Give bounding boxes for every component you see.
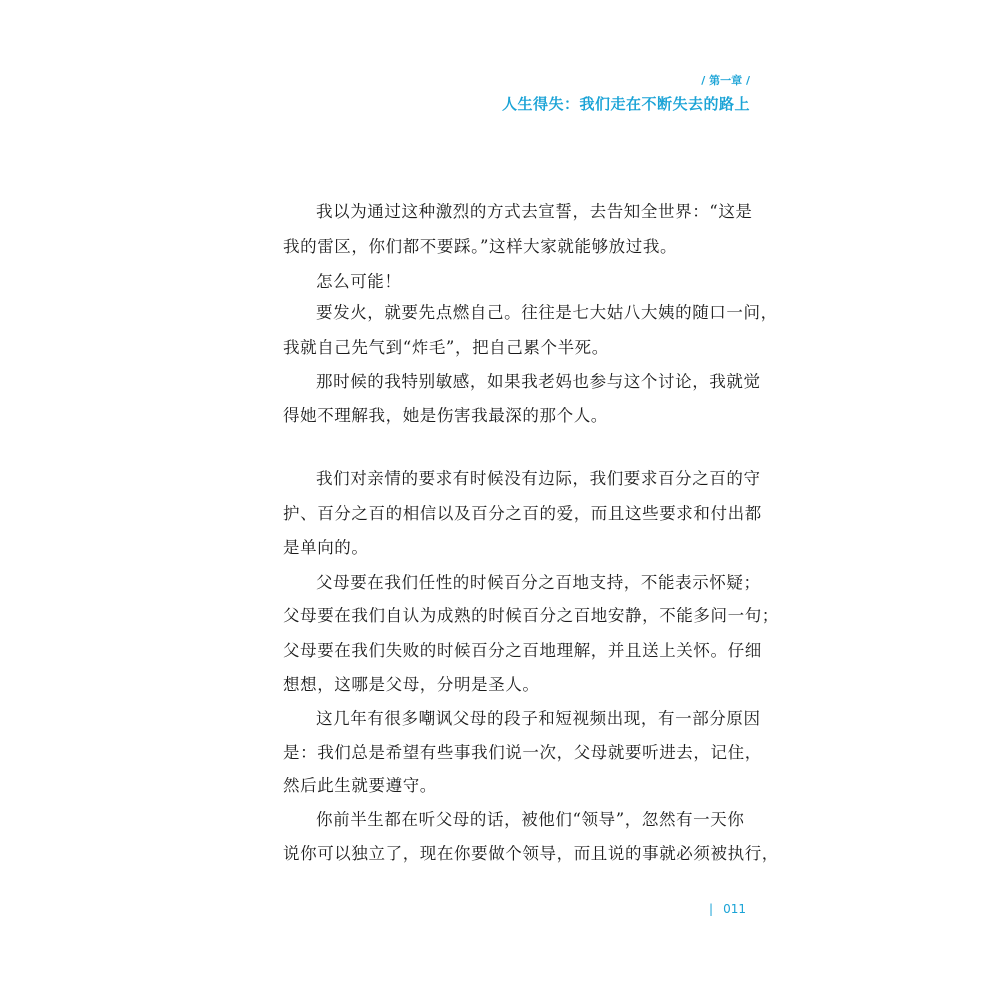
text-line: 我就自己先气到“炸毛”，把自己累个半死。 — [283, 338, 609, 357]
text-line: 想想，这哪是父母，分明是圣人。 — [283, 675, 540, 694]
text-line: 我们对亲情的要求有时候没有边际，我们要求百分之百的守 — [316, 469, 761, 488]
text-line: 我的雷区，你们都不要踩。”这样大家就能够放过我。 — [283, 237, 678, 256]
text-line: 是单向的。 — [283, 538, 369, 557]
footer-separator: | — [709, 902, 714, 916]
text-line: 父母要在我们自认为成熟的时候百分之百地安静，不能多问一句； — [283, 606, 779, 625]
text-line: 父母要在我们任性的时候百分之百地支持，不能表示怀疑； — [316, 573, 761, 592]
text-line: 要发火，就要先点燃自己。往往是七大姑八大姨的随口一问， — [316, 303, 778, 322]
text-line: 你前半生都在听父母的话，被他们“领导”，忽然有一天你 — [316, 810, 745, 829]
text-line: 得她不理解我，她是伤害我最深的那个人。 — [283, 406, 608, 425]
text-line: 那时候的我特别敏感，如果我老妈也参与这个讨论，我就觉 — [316, 372, 761, 391]
text-line: 护、百分之百的相信以及百分之百的爱，而且这些要求和付出都 — [283, 504, 762, 523]
chapter-title: 人生得失：我们走在不断失去的路上 — [501, 95, 750, 113]
text-line: 然后此生就要遵守。 — [283, 776, 437, 795]
text-line: 父母要在我们失败的时候百分之百地理解，并且送上关怀。仔细 — [283, 641, 762, 660]
chapter-label: / 第一章 / — [701, 74, 750, 87]
page-footer — [709, 901, 746, 917]
text-line: 说你可以独立了，现在你要做个领导，而且说的事就必须被执行， — [283, 844, 779, 863]
page-number: 011 — [723, 902, 746, 916]
text-line: 这几年有很多嘲讽父母的段子和短视频出现，有一部分原因 — [316, 709, 761, 728]
text-line: 我以为通过这种激烈的方式去宣誓，去告知全世界：“这是 — [316, 202, 753, 221]
text-line: 是：我们总是希望有些事我们说一次，父母就要听进去，记住， — [283, 743, 762, 762]
text-line: 怎么可能！ — [316, 272, 402, 291]
